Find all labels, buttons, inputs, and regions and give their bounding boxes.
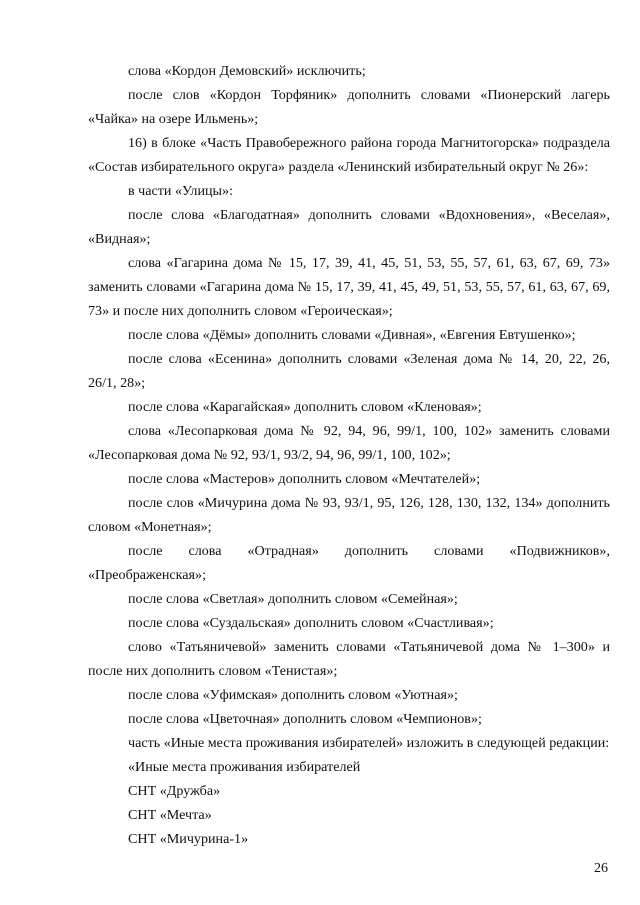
- paragraph: после слова «Мастеров» дополнить словом «Мечтателей»;: [128, 471, 481, 487]
- paragraph: после слова «Благодатная» дополнить словами «Вдохновения», «Веселая», «Видная»;: [88, 207, 610, 247]
- paragraph: СНТ «Мечта»: [128, 807, 212, 823]
- document-body: [88, 59, 610, 851]
- page-number: 26: [594, 861, 608, 876]
- paragraph: часть «Иные места проживания избирателей» изложить в следующей редакции:: [128, 735, 610, 751]
- paragraph: 16) в блоке «Часть Правобережного района города Магнитогорска» подраздела «Состав избирательного округа» раздела «Ленинский избирательный округ № 26»:: [88, 135, 610, 175]
- paragraph: после слова «Карагайская» дополнить словом «Кленовая»;: [128, 399, 482, 415]
- paragraph: после слова «Отрадная» дополнить словами «Подвижников», «Преображенская»;: [88, 543, 610, 583]
- paragraph: в части «Улицы»:: [128, 183, 233, 199]
- paragraph: после слова «Есенина» дополнить словами «Зеленая дома № 14, 20, 22, 26, 26/1, 28»;: [88, 351, 610, 391]
- paragraph: СНТ «Мичурина-1»: [128, 831, 249, 847]
- paragraph: слово «Татьяничевой» заменить словами «Татьяничевой дома № 1–300» и после них дополнить словом «Тенистая»;: [88, 639, 610, 679]
- paragraph: после слова «Цветочная» дополнить словом «Чемпионов»;: [128, 711, 482, 727]
- paragraph: слова «Гагарина дома № 15, 17, 39, 41, 45, 51, 53, 55, 57, 61, 63, 67, 69, 73» заменить словами «Гагарина дома № 15, 17, 39, 41, 45, 49, 51, 53, 55, 57, 61, 63, 67, 69, 73» и после них дополнить словом «Героическая»;: [88, 255, 610, 319]
- paragraph: после слов «Мичурина дома № 93, 93/1, 95, 126, 128, 130, 132, 134» дополнить словом «Монетная»;: [88, 495, 610, 535]
- paragraph: после слова «Дёмы» дополнить словами «Дивная», «Евгения Евтушенко»;: [128, 327, 576, 343]
- paragraph: после слова «Суздальская» дополнить словом «Счастливая»;: [128, 615, 494, 631]
- paragraph: СНТ «Дружба»: [128, 783, 221, 799]
- paragraph: слова «Лесопарковая дома № 92, 94, 96, 99/1, 100, 102» заменить словами «Лесопарковая дома № 92, 93/1, 93/2, 94, 96, 99/1, 100, 102»;: [88, 423, 610, 463]
- paragraph: после слов «Кордон Торфяник» дополнить словами «Пионерский лагерь «Чайка» на озере Ильмень»;: [88, 87, 610, 127]
- paragraph: слова «Кордон Демовский» исключить;: [128, 63, 366, 79]
- paragraph: после слова «Уфимская» дополнить словом «Уютная»;: [128, 687, 458, 703]
- paragraph: «Иные места проживания избирателей: [128, 759, 361, 775]
- paragraph: после слова «Светлая» дополнить словом «Семейная»;: [128, 591, 458, 607]
